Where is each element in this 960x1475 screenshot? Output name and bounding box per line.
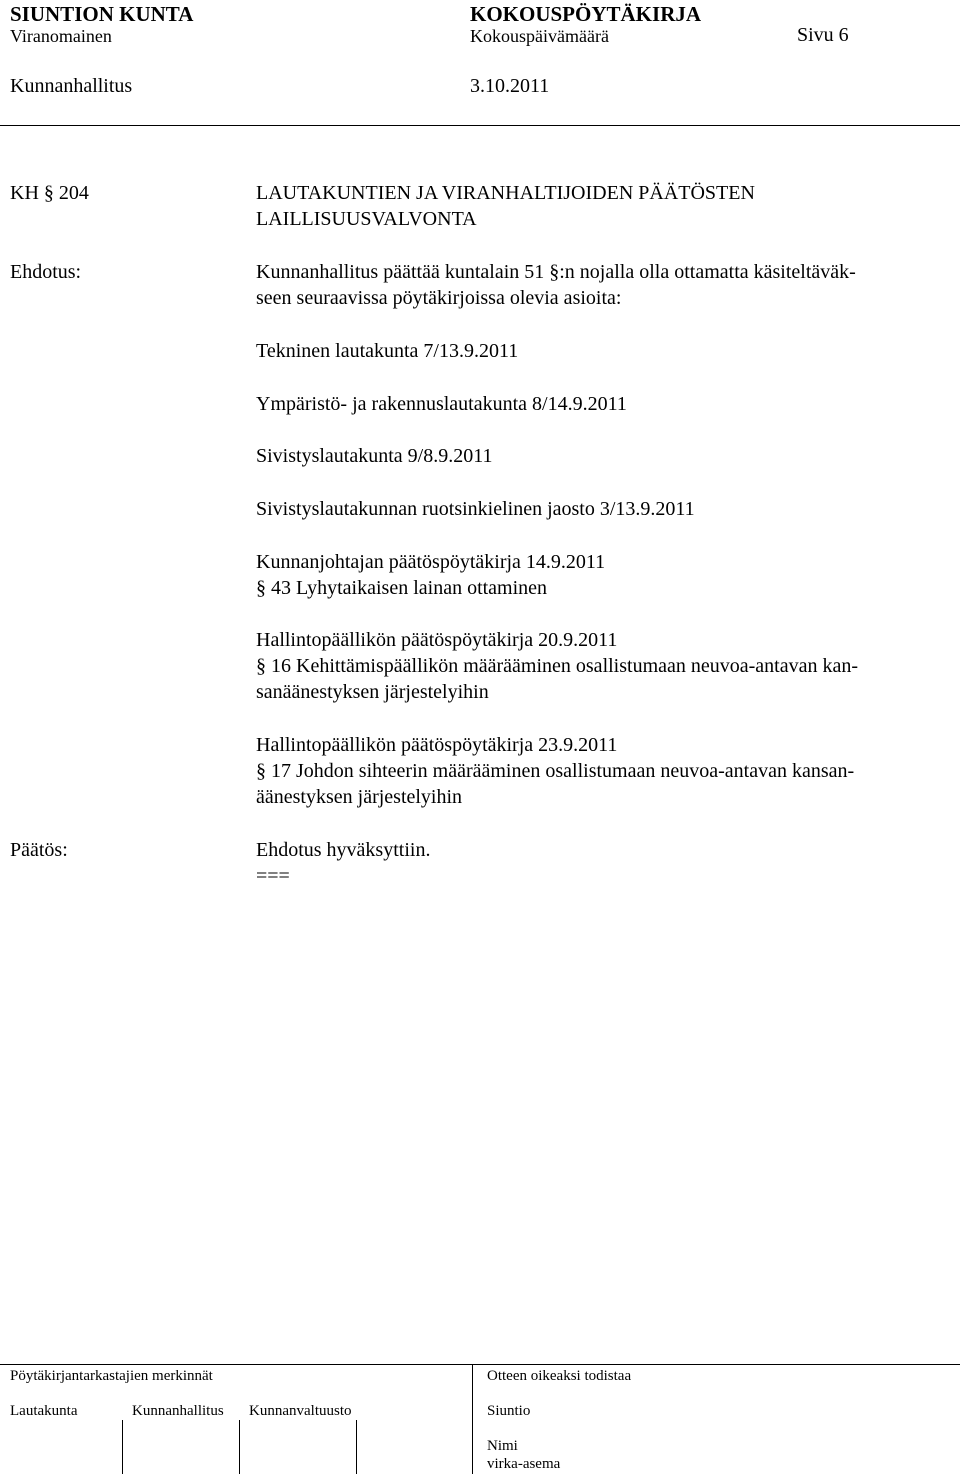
meeting-date-label: Kokouspäivämäärä <box>470 26 609 46</box>
footer-col-kunnanhallitus: Kunnanhallitus <box>132 1403 224 1419</box>
list-item: Sivistyslautakunta 9/8.9.2011 <box>256 445 493 467</box>
footer-divider <box>239 1420 240 1474</box>
list-item-detail: § 17 Johdon sihteerin määrääminen osallistumaan neuvoa-antavan kansan- <box>256 760 855 782</box>
org-name: SIUNTION KUNTA <box>10 2 194 26</box>
list-item: Hallintopäällikön päätöspöytäkirja 23.9.2011 <box>256 734 618 756</box>
footer-divider <box>356 1420 357 1474</box>
footer-divider <box>472 1364 473 1474</box>
page-number: Sivu 6 <box>797 24 849 46</box>
list-item-detail-cont: sanäänestyksen järjestelyihin <box>256 681 489 703</box>
item-number: KH § 204 <box>10 182 89 204</box>
footer-col-kunnanvaltuusto: Kunnanvaltuusto <box>249 1403 352 1419</box>
footer-position-label: virka-asema <box>487 1456 561 1472</box>
end-mark: === <box>256 865 290 887</box>
header-rule <box>0 125 960 126</box>
list-item-detail: § 16 Kehittämispäällikön määrääminen osallistumaan neuvoa-antavan kan- <box>256 655 859 677</box>
checkers-label: Pöytäkirjantarkastajien merkinnät <box>10 1368 213 1384</box>
list-item: Hallintopäällikön päätöspöytäkirja 20.9.2011 <box>256 629 618 651</box>
item-title: LAUTAKUNTIEN JA VIRANHALTIJOIDEN PÄÄTÖSTEN <box>256 182 755 204</box>
list-item: Kunnanjohtajan päätöspöytäkirja 14.9.2011 <box>256 551 606 573</box>
proposal-label: Ehdotus: <box>10 261 82 283</box>
list-item-detail-cont: äänestyksen järjestelyihin <box>256 786 463 808</box>
proposal-text-cont: seen seuraavissa pöytäkirjoissa olevia asioita: <box>256 287 622 309</box>
list-item-detail: § 43 Lyhytaikaisen lainan ottaminen <box>256 577 548 599</box>
item-title-cont: LAILLISUUSVALVONTA <box>256 208 477 230</box>
list-item: Ympäristö- ja rakennuslautakunta 8/14.9.2011 <box>256 393 627 415</box>
footer-place: Siuntio <box>487 1403 531 1419</box>
list-item: Tekninen lautakunta 7/13.9.2011 <box>256 340 519 362</box>
meeting-date: 3.10.2011 <box>470 75 550 97</box>
decision-text: Ehdotus hyväksyttiin. <box>256 839 431 861</box>
authority: Kunnanhallitus <box>10 75 133 97</box>
footer-rule <box>0 1364 960 1365</box>
footer-divider <box>122 1420 123 1474</box>
footer-name-label: Nimi <box>487 1438 518 1454</box>
authority-label: Viranomainen <box>10 26 112 46</box>
footer-col-lautakunta: Lautakunta <box>10 1403 78 1419</box>
proposal-text: Kunnanhallitus päättää kuntalain 51 §:n nojalla olla ottamatta käsiteltäväk- <box>256 261 856 283</box>
doc-type: KOKOUSPÖYTÄKIRJA <box>470 2 702 26</box>
decision-label: Päätös: <box>10 839 68 861</box>
certified-label: Otteen oikeaksi todistaa <box>487 1368 632 1384</box>
list-item: Sivistyslautakunnan ruotsinkielinen jaosto 3/13.9.2011 <box>256 498 695 520</box>
